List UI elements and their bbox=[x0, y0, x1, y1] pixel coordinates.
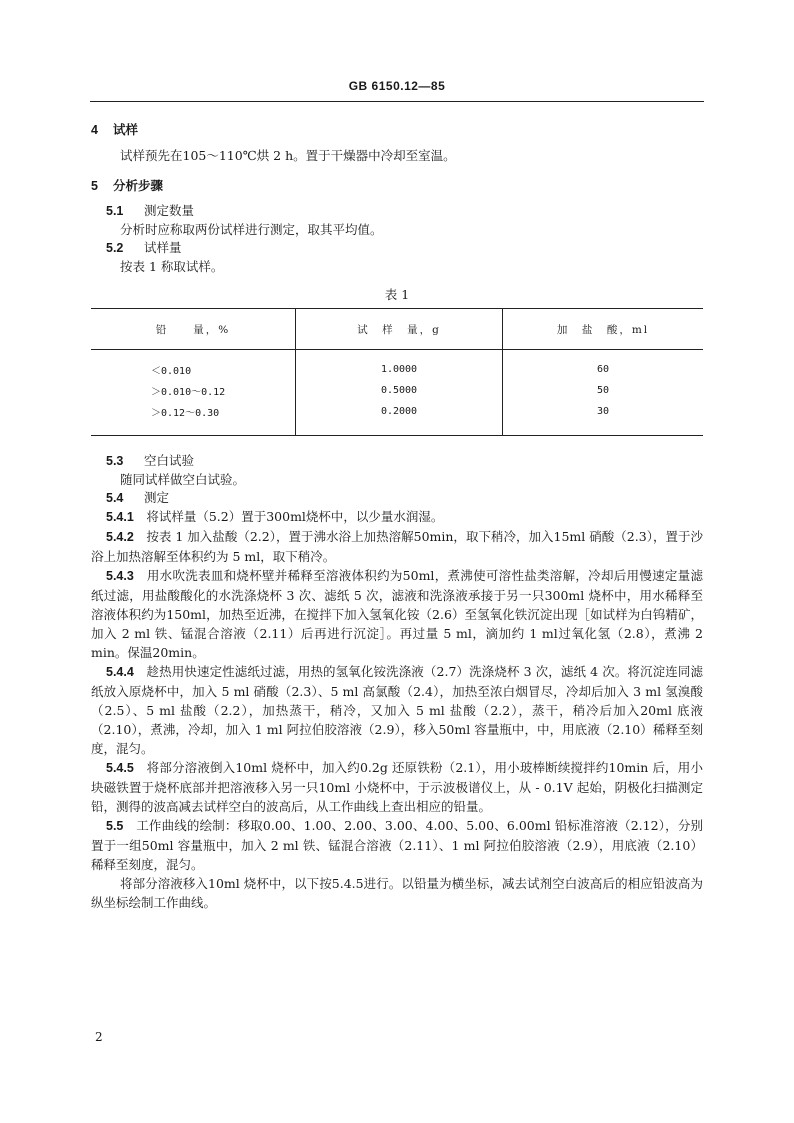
subsection-5-4-heading bbox=[91, 489, 703, 507]
subsection-5-1-text: 分析时应称取两份试样进行测定，取其平均值。 bbox=[120, 222, 383, 237]
subsection-5-1-title: 测定数量 bbox=[144, 203, 195, 218]
page-number: 2 bbox=[95, 1030, 103, 1044]
paragraph-5-4-2-number: 5.4.2 bbox=[106, 530, 134, 544]
section-4-text: 试样预先在105～110℃烘 2 h。置于干燥器中冷却至室温。 bbox=[120, 148, 456, 163]
paragraph-5-4-4-text: 趁热用快速定性滤纸过滤，用热的氢氧化铵洗涤液（2.7）洗涤烧杯 3 次，滤纸 4 次。将沉淀连同滤纸放入原烧杯中，加入 5 ml 硝酸（2.3）、5 ml 高氯酸（2.4），加热至浓白烟冒尽，冷却后加入 3 ml 氢溴酸（2.5）、5 ml 盐酸（2.2），加热蒸干，稍冷，又加入 5 ml 盐酸（2.2），蒸干，稍冷后加入20ml 底液（2.10），煮沸，冷却，加入 1 ml 阿拉伯胶溶液（2.9），移入50ml 容量瓶中，中，用底液（2.10）稀释至刻度，混匀。 bbox=[91, 664, 703, 756]
header-lead-content: 铅 量，% bbox=[91, 309, 296, 350]
subsection-5-5-text: 移取0.00、1.00、2.00、3.00、4.00、5.00、6.00ml 铅标准溶液（2.12），分别置于一组50ml 容量瓶中，加入 2 ml 铁、锰混合溶液（2.11）、1 ml 阿拉伯胶溶液（2.9），用底液（2.10）稀释至刻度，混匀。 bbox=[91, 818, 703, 872]
subsection-5-2-heading bbox=[91, 239, 703, 257]
subsection-5-3-title: 空白试验 bbox=[144, 453, 195, 468]
cell-lead: ＞0.12～0.30 bbox=[151, 408, 220, 419]
paragraph-5-4-1-number: 5.4.1 bbox=[106, 510, 134, 524]
header-hcl-volume: 加 盐 酸，ml bbox=[503, 309, 704, 350]
cell-mass: 0.5000 bbox=[296, 380, 503, 401]
paragraph-5-4-3 bbox=[91, 566, 703, 662]
paragraph-5-4-1-text: 将试样量（5.2）置于300ml烧杯中，以少量水润湿。 bbox=[146, 509, 444, 524]
paragraph-5-5-continued: 将部分溶液移入10ml 烧杯中，以下按5.4.5进行。以铅量为横坐标，减去试剂空白波高后的相应铅波高为纵坐标绘制工作曲线。 bbox=[91, 876, 703, 910]
cell-lead: ＞0.010～0.12 bbox=[151, 387, 226, 398]
subsection-5-2-title: 试样量 bbox=[144, 240, 182, 255]
subsection-5-1-number: 5.1 bbox=[106, 204, 124, 218]
section-5-heading bbox=[91, 177, 703, 195]
table-row bbox=[91, 401, 703, 436]
section-4-heading bbox=[91, 121, 703, 139]
paragraph-5-4-2-text: 按表 1 加入盐酸（2.2），置于沸水浴上加热溶解50min，取下稍冷，加入15ml 硝酸（2.3），置于沙浴上加热溶解至体积约为 5 ml，取下稍冷。 bbox=[91, 529, 703, 564]
table-row bbox=[91, 350, 703, 381]
section-4-title: 试样 bbox=[113, 122, 139, 137]
table-caption: 表 1 bbox=[384, 287, 410, 302]
subsection-5-4-number: 5.4 bbox=[106, 491, 124, 505]
section-4-number: 4 bbox=[91, 123, 98, 137]
header-rule bbox=[90, 101, 704, 102]
paragraph-5-4-5-text: 将部分溶液倒入10ml 烧杯中，加入约0.2g 还原铁粉（2.1），用小玻棒断续搅拌约10min 后，用小块磁铁置于烧杯底部并把溶液移入另一只10ml 小烧杯中，于示波极谱仪上，从 - 0.1V 起始，阴极化扫描测定铅，测得的波高减去试样空白的波高后，从工作曲线上查出相应的铅量。 bbox=[91, 760, 703, 814]
cell-hcl: 30 bbox=[503, 401, 704, 436]
subsection-5-2-number: 5.2 bbox=[106, 241, 124, 255]
paragraph-5-4-5-number: 5.4.5 bbox=[106, 761, 134, 775]
paragraph-5-5 bbox=[91, 816, 703, 874]
subsection-5-1-heading bbox=[91, 202, 703, 220]
subsection-5-5-title: 工作曲线的绘制： bbox=[136, 818, 238, 833]
subsection-5-5-number: 5.5 bbox=[106, 819, 124, 833]
standard-code: GB 6150.12—85 bbox=[348, 79, 446, 93]
cell-lead: ＜0.010 bbox=[151, 366, 192, 377]
paragraph-5-4-2 bbox=[91, 527, 703, 566]
document-body bbox=[91, 121, 703, 912]
section-5-title: 分析步骤 bbox=[113, 178, 164, 193]
subsection-5-4-title: 测定 bbox=[144, 490, 170, 505]
section-5-number: 5 bbox=[91, 179, 98, 193]
paragraph-5-4-4 bbox=[91, 662, 703, 758]
cell-mass: 1.0000 bbox=[296, 350, 503, 381]
cell-mass: 0.2000 bbox=[296, 401, 503, 436]
paragraph-5-4-4-number: 5.4.4 bbox=[106, 665, 134, 679]
paragraph-5-4-3-number: 5.4.3 bbox=[106, 569, 134, 583]
subsection-5-2-text: 按表 1 称取试样。 bbox=[120, 259, 224, 274]
sample-table bbox=[91, 308, 703, 436]
paragraph-5-4-1 bbox=[91, 507, 703, 527]
cell-hcl: 60 bbox=[503, 350, 704, 381]
subsection-5-3-text: 随同试样做空白试验。 bbox=[120, 472, 246, 487]
subsection-5-3-number: 5.3 bbox=[106, 454, 124, 468]
table-header-row bbox=[91, 309, 703, 350]
paragraph-5-4-5 bbox=[91, 758, 703, 816]
cell-hcl: 50 bbox=[503, 380, 704, 401]
subsection-5-3-heading bbox=[91, 452, 703, 470]
header-sample-mass: 试 样 量，g bbox=[296, 309, 503, 350]
table-row bbox=[91, 380, 703, 401]
paragraph-5-4-3-text: 用水吹洗表皿和烧杯壁并稀释至溶液体积约为50ml，煮沸使可溶性盐类溶解，冷却后用慢速定量滤纸过滤，用盐酸酸化的水洗涤烧杯 3 次、滤纸 5 次，滤液和洗涤液承接于另一只300ml 烧杯中，用水稀释至溶液体积约为150ml，加热至近沸，在搅拌下加入氢氧化铵（2.6）至氢氧化铁沉淀出现［如试样为白钨精矿，加入 2 ml 铁、锰混合溶液（2.11）后再进行沉淀］。再过量 5 ml，滴加约 1 ml过氧化氢（2.8），煮沸 2 min。保温20min。 bbox=[91, 568, 703, 660]
